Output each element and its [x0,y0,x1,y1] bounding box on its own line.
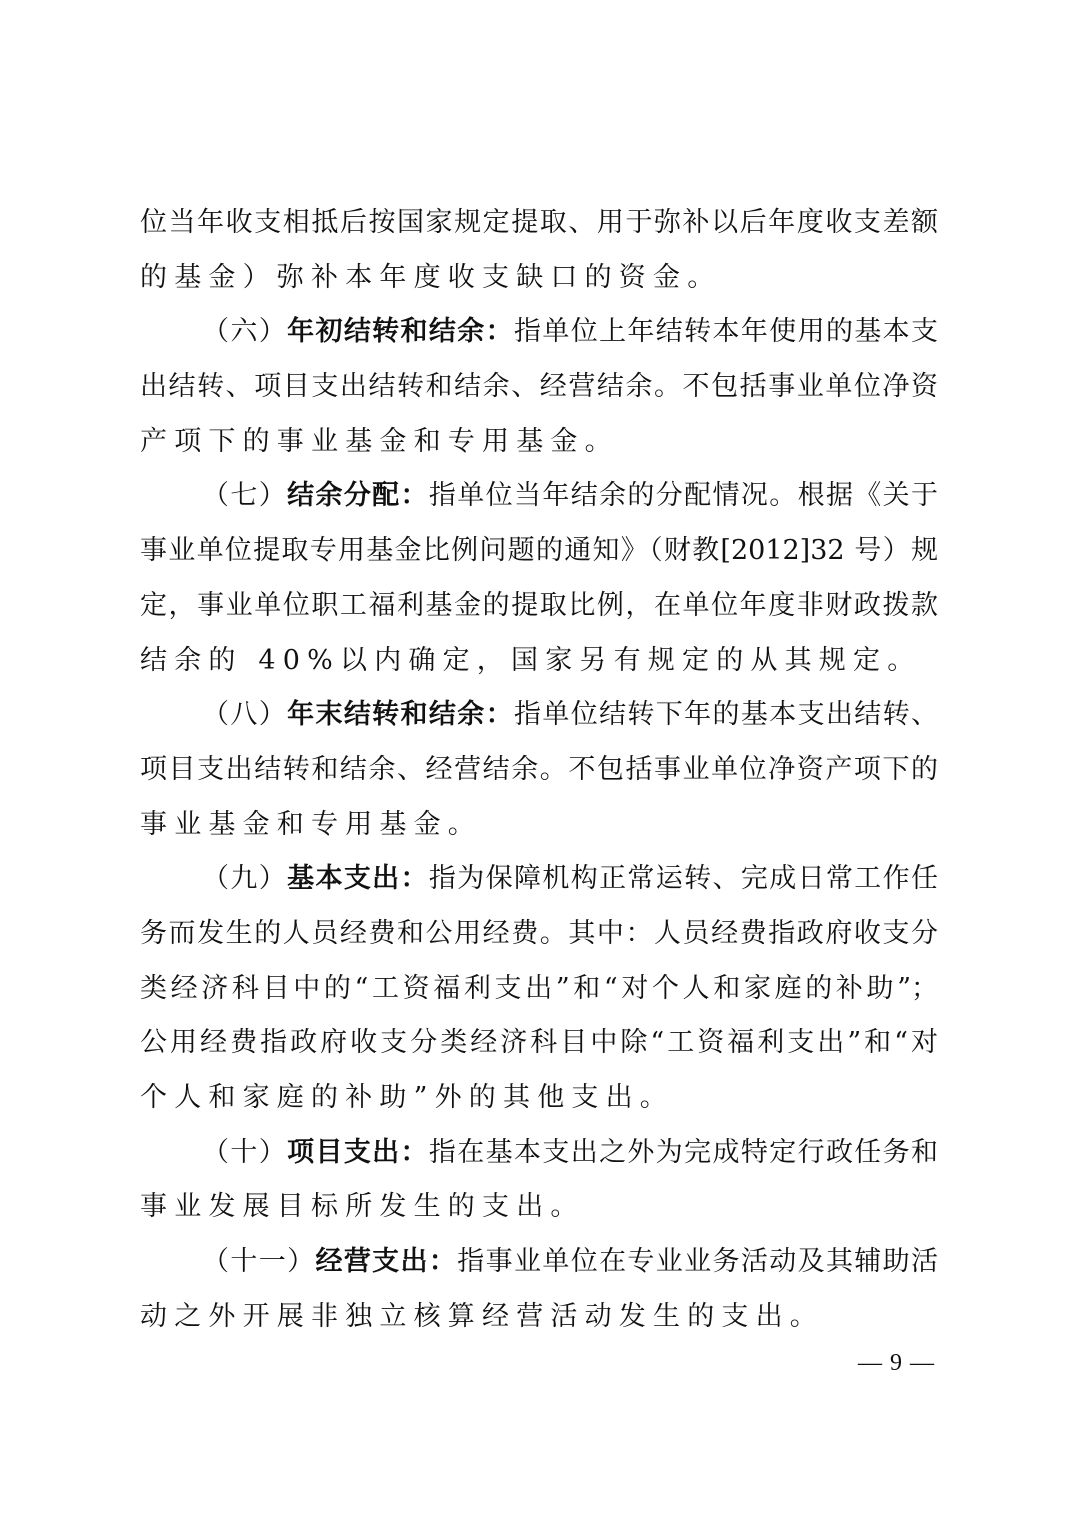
text-line [140,852,938,907]
text-line [140,962,938,1017]
text-line [140,469,938,524]
term-label: 基本支出： [287,863,429,895]
text-line [140,1016,938,1071]
term-label: 年初结转和结余： [287,316,514,348]
document-body [140,196,938,1344]
text-span: 项目支出结转和结余、经营结余。不包括事业单位净资产项下的 [140,753,938,785]
text-span: 指单位当年结余的分配情况。根据《关于 [428,480,939,512]
text-span: （八） [202,699,288,731]
text-span: 类经济科目中的“工资福利支出”和“对个人和家庭的补助”； [140,972,938,1004]
text-span: 个人和家庭的补助”外的其他支出。 [140,1082,675,1113]
text-span: 位当年收支相抵后按国家规定提取、用于弥补以后年度收支差额 [140,207,938,238]
text-line [140,688,938,743]
text-span: 事业单位提取专用基金比例问题的通知》（财教[2012]32 号）规 [140,535,938,567]
text-line [140,360,938,415]
text-line [140,415,938,470]
text-span: 出结转、项目支出结转和结余、经营结余。不包括事业单位净资 [140,371,938,403]
text-line [140,743,938,798]
text-span: 指单位上年结转本年使用的基本支 [513,316,939,348]
text-line [140,196,938,251]
text-span: 指事业单位在专业业务活动及其辅助活 [457,1246,939,1278]
text-span: 事业基金和专用基金。 [140,808,482,840]
text-line [140,1235,938,1290]
text-line [140,1180,938,1235]
text-line [140,1126,938,1181]
term-label: 项目支出： [287,1136,429,1168]
text-span: 产项下的事业基金和专用基金。 [140,425,619,457]
text-span: 指为保障机构正常运转、完成日常工作任 [428,863,939,895]
text-line [140,305,938,360]
text-line [140,634,938,689]
text-line [140,1071,938,1126]
text-line [140,907,938,962]
text-span: 结余的 40%以内确定，国家另有规定的从其规定。 [140,644,922,676]
text-span: 指单位结转下年的基本支出结转、 [513,699,939,731]
text-span: 动之外开展非独立核算经营活动发生的支出。 [140,1300,824,1332]
text-span: （七） [202,480,288,512]
text-span: 指在基本支出之外为完成特定行政任务和 [428,1136,939,1168]
text-line [140,251,938,306]
text-span: 务而发生的人员经费和公用经费。其中：人员经费指政府收支分 [140,917,938,949]
text-span: （六） [202,316,288,348]
term-label: 经营支出： [315,1246,458,1278]
text-line [140,1290,938,1345]
text-line [140,798,938,853]
text-span: 定，事业单位职工福利基金的提取比例，在单位年度非财政拨款 [140,589,938,621]
page-number: — 9 — [858,1350,935,1376]
text-span: （十一） [202,1246,316,1278]
term-label: 结余分配： [287,480,429,512]
text-line [140,524,938,579]
text-span: 公用经费指政府收支分类经济科目中除“工资福利支出”和“对 [140,1027,938,1059]
text-span: （九） [202,863,288,895]
text-line [140,579,938,634]
text-span: （十） [202,1136,288,1168]
term-label: 年末结转和结余： [287,699,514,731]
text-span: 的基金）弥补本年度收支缺口的资金。 [140,261,722,293]
text-span: 事业发展目标所发生的支出。 [140,1191,585,1223]
